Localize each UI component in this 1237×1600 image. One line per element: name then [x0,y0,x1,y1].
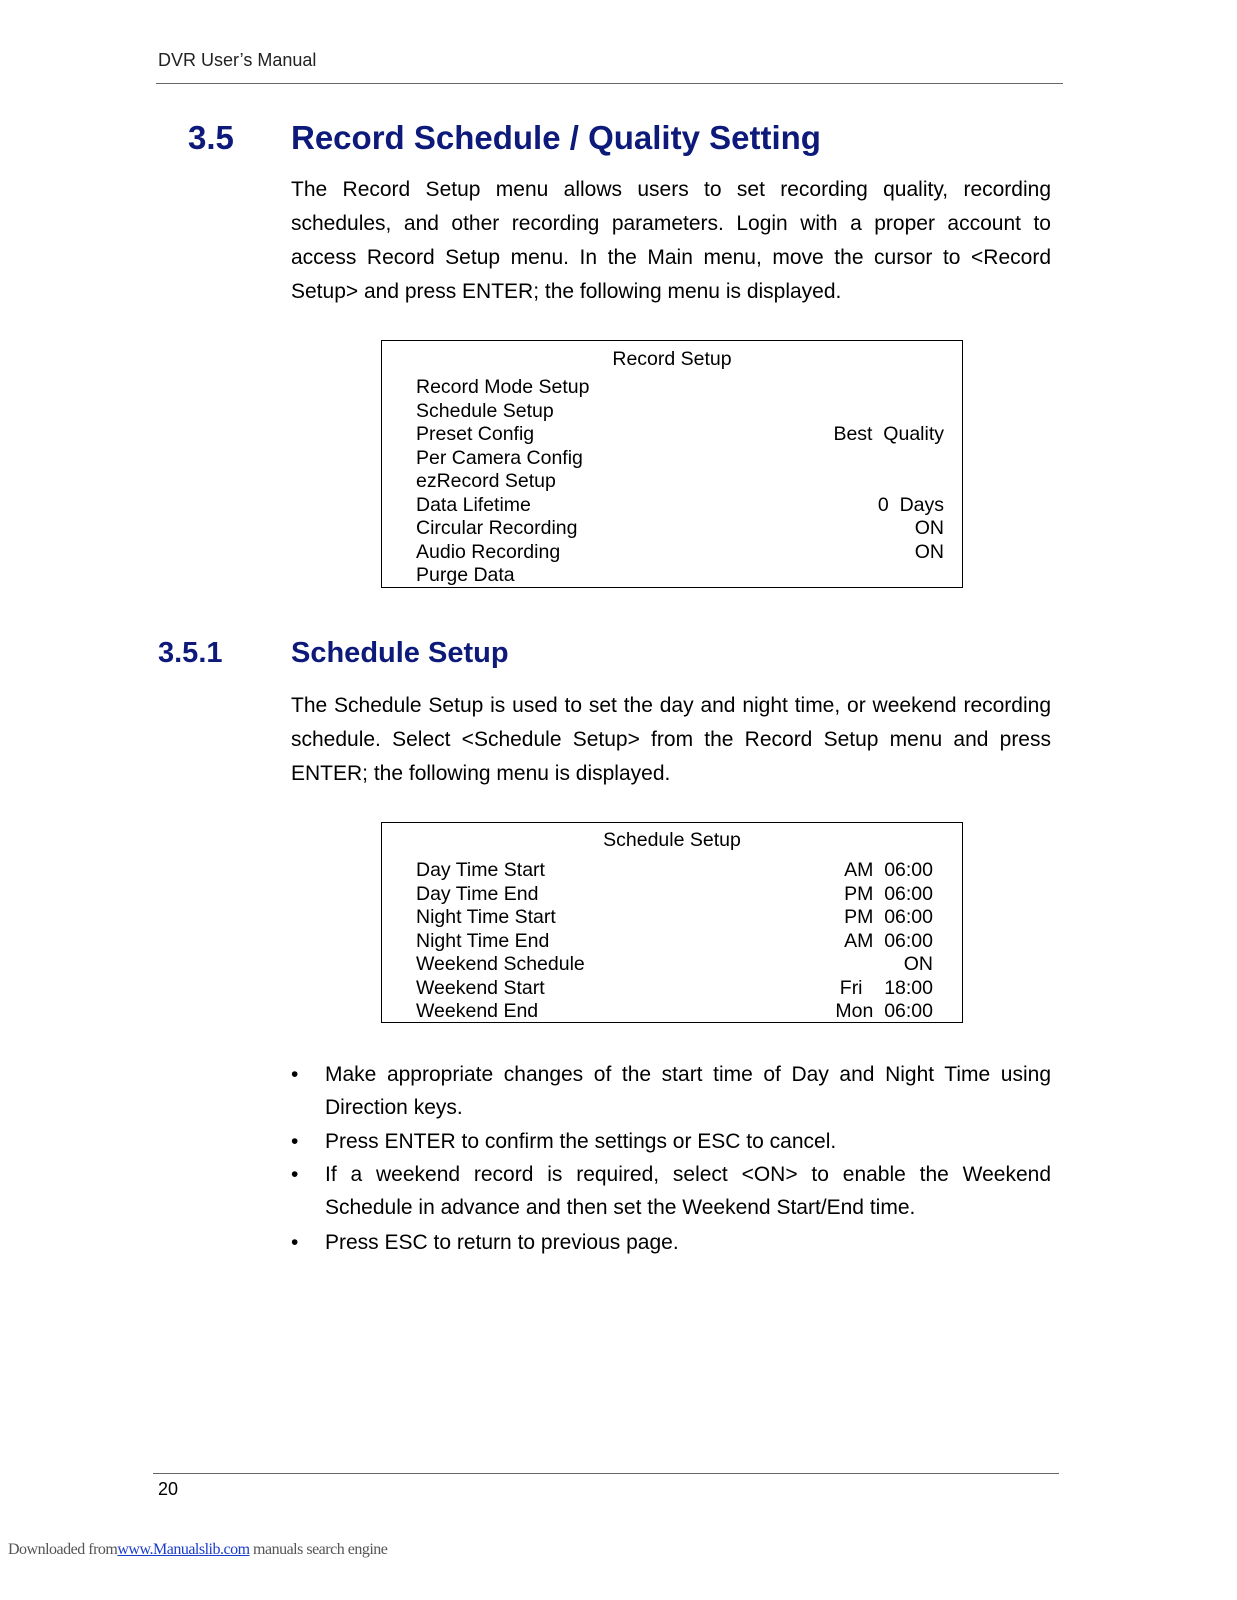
list-item-text: Press ESC to return to previous page. [325,1231,679,1254]
audio-recording-value: ON [914,541,944,563]
subsection-paragraph: The Schedule Setup is used to set the day and night time, or weekend recording schedule. Select <Schedule Setup> from the Record Setup menu and press ENTER; the following menu is displayed. [291,694,1051,785]
weekend-end-value: Mon 06:00 [835,1000,933,1022]
menu-item-circular-recording[interactable]: Circular Recording [416,517,578,539]
menu-item-data-lifetime[interactable]: Data Lifetime [416,494,531,516]
day-time-end-value: PM 06:00 [844,883,933,905]
circular-recording-value: ON [914,517,944,539]
menu-item-ezrecord-setup[interactable]: ezRecord Setup [416,470,556,492]
menu-item-weekend-end[interactable]: Weekend End [416,1000,539,1022]
menu-item-audio-recording[interactable]: Audio Recording [416,541,561,563]
menu-item-weekend-start[interactable]: Weekend Start [416,977,545,999]
section-number: 3.5 [188,119,234,156]
menu-item-record-mode-setup[interactable]: Record Mode Setup [416,376,590,398]
weekend-schedule-value: ON [903,953,933,975]
record-setup-menu [381,340,963,588]
bullet-icon: • [291,1130,299,1153]
download-prefix: Downloaded from [8,1541,118,1558]
bullet-icon: • [291,1063,299,1086]
bullet-icon: • [291,1231,299,1254]
section-paragraph: The Record Setup menu allows users to set recording quality, recording schedules, and other recording parameters. Login with a proper account to access Record Setup menu. In the Main menu, move the cursor to <Record Setup> and press ENTER; the following menu is displayed. [291,178,1051,303]
header-rule [156,83,1063,84]
download-suffix: manuals search engine [249,1541,388,1558]
preset-config-value: Best Quality [833,423,944,445]
day-time-start-value: AM 06:00 [844,859,933,881]
bullet-icon: • [291,1163,299,1186]
schedule-setup-menu-title: Schedule Setup [603,829,741,851]
menu-item-purge-data[interactable]: Purge Data [416,564,515,586]
weekend-start-value: Fri 18:00 [839,977,933,999]
subsection-number: 3.5.1 [158,637,223,669]
list-item-text: Press ENTER to confirm the settings or ESC to cancel. [325,1130,837,1153]
schedule-setup-menu [381,822,963,1023]
list-item [291,1125,1051,1158]
subsection-title: Schedule Setup [291,637,509,669]
running-header: DVR User’s Manual [158,50,317,70]
menu-item-preset-config[interactable]: Preset Config [416,423,535,445]
menu-item-night-time-start[interactable]: Night Time Start [416,906,556,928]
list-item [291,1226,1051,1259]
menu-item-schedule-setup[interactable]: Schedule Setup [416,400,554,422]
manualslib-link[interactable]: www.Manualslib.com [117,1541,250,1558]
menu-item-per-camera-config[interactable]: Per Camera Config [416,447,583,469]
footer-rule [153,1473,1059,1474]
list-item-text: If a weekend record is required, select <ON> to enable the Weekend Schedule in advance and then set the Weekend Start/End time. [325,1163,1051,1219]
menu-item-day-time-start[interactable]: Day Time Start [416,859,545,881]
page-number: 20 [158,1479,179,1499]
menu-item-day-time-end[interactable]: Day Time End [416,883,539,905]
list-item [291,1158,1051,1224]
list-item-text: Make appropriate changes of the start time of Day and Night Time using Direction keys. [325,1063,1051,1119]
night-time-end-value: AM 06:00 [844,930,933,952]
download-credit [8,1541,387,1559]
menu-item-night-time-end[interactable]: Night Time End [416,930,550,952]
data-lifetime-value: 0 Days [877,494,944,516]
list-item [291,1058,1051,1124]
record-setup-menu-title: Record Setup [612,348,732,370]
menu-item-weekend-schedule[interactable]: Weekend Schedule [416,953,585,975]
night-time-start-value: PM 06:00 [844,906,933,928]
section-title: Record Schedule / Quality Setting [291,119,821,156]
